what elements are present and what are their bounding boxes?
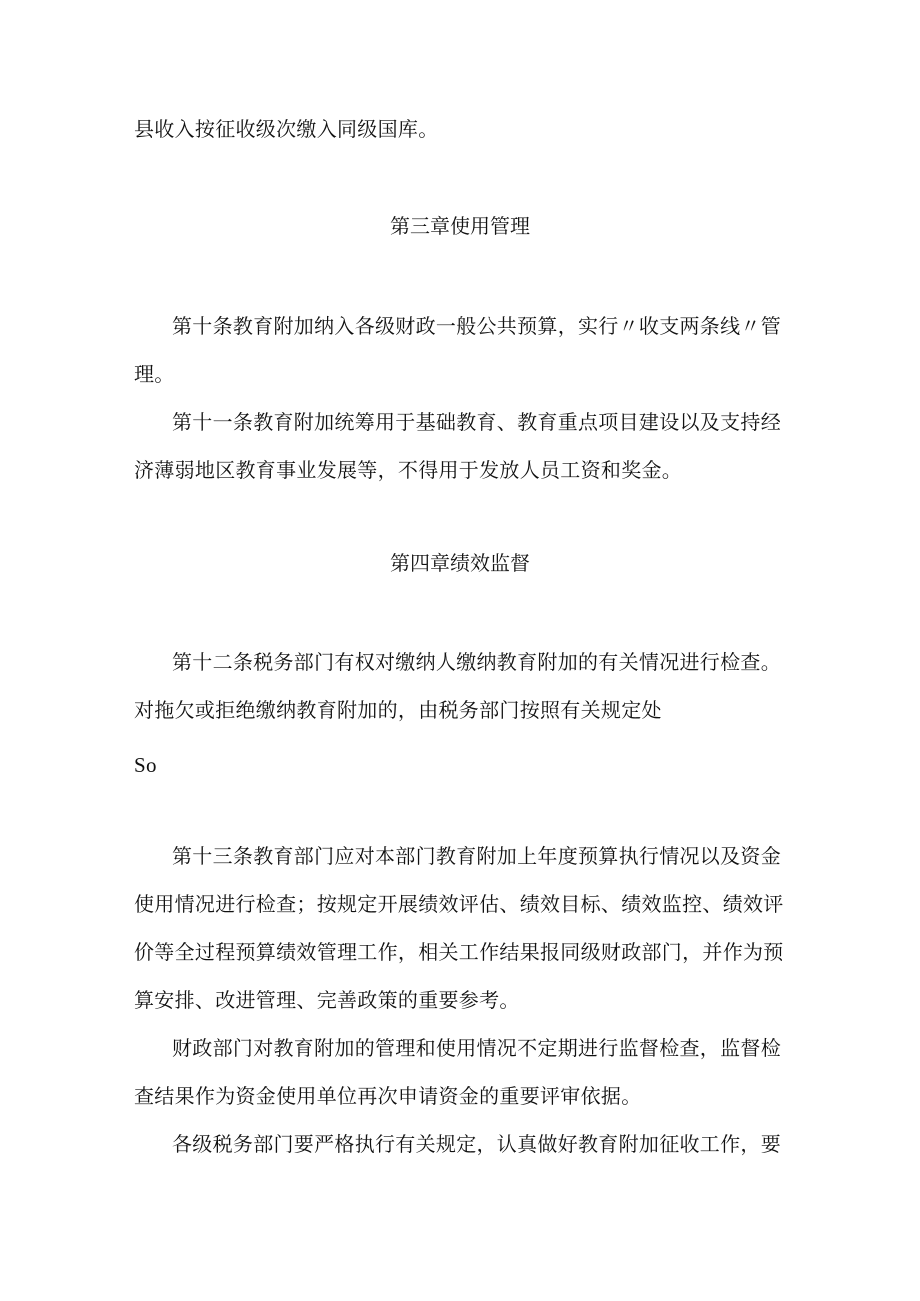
article-10-line-1: 第十条教育附加纳入各级财政一般公共预算，实行〃收支两条线〃管: [172, 314, 781, 338]
article-13-line-1: 第十三条教育部门应对本部门教育附加上年度预算执行情况以及资金: [172, 844, 781, 868]
article-10-line-2: 理。: [134, 362, 175, 386]
chapter-3-heading: 第三章使用管理: [390, 214, 530, 238]
article-12-line-3: So: [134, 753, 157, 777]
tax-paragraph-line-1: 各级税务部门要严格执行有关规定，认真做好教育附加征收工作，要: [172, 1132, 781, 1156]
chapter-4-heading: 第四章绩效监督: [390, 551, 530, 575]
article-11-line-2: 济薄弱地区教育事业发展等，不得用于发放人员工资和奖金。: [134, 458, 683, 482]
article-13-line-4: 算安排、改进管理、完善政策的重要参考。: [134, 988, 520, 1012]
finance-paragraph-line-1: 财政部门对教育附加的管理和使用情况不定期进行监督检查，监督检: [172, 1036, 781, 1060]
article-11-line-1: 第十一条教育附加统筹用于基础教育、教育重点项目建设以及支持经: [172, 410, 781, 434]
article-13-line-3: 价等全过程预算绩效管理工作，相关工作结果报同级财政部门，并作为预: [134, 940, 784, 964]
article-12-line-1: 第十二条税务部门有权对缴纳人缴纳教育附加的有关情况进行检查。: [172, 650, 781, 674]
article-13-line-2: 使用情况进行检查；按规定开展绩效评估、绩效目标、绩效监控、绩效评: [134, 892, 784, 916]
article-12-line-2: 对拖欠或拒绝缴纳教育附加的，由税务部门按照有关规定处: [134, 698, 662, 722]
paragraph-continuation: 县收入按征收级次缴入同级国库。: [134, 117, 439, 141]
finance-paragraph-line-2: 查结果作为资金使用单位再次申请资金的重要评审依据。: [134, 1084, 642, 1108]
